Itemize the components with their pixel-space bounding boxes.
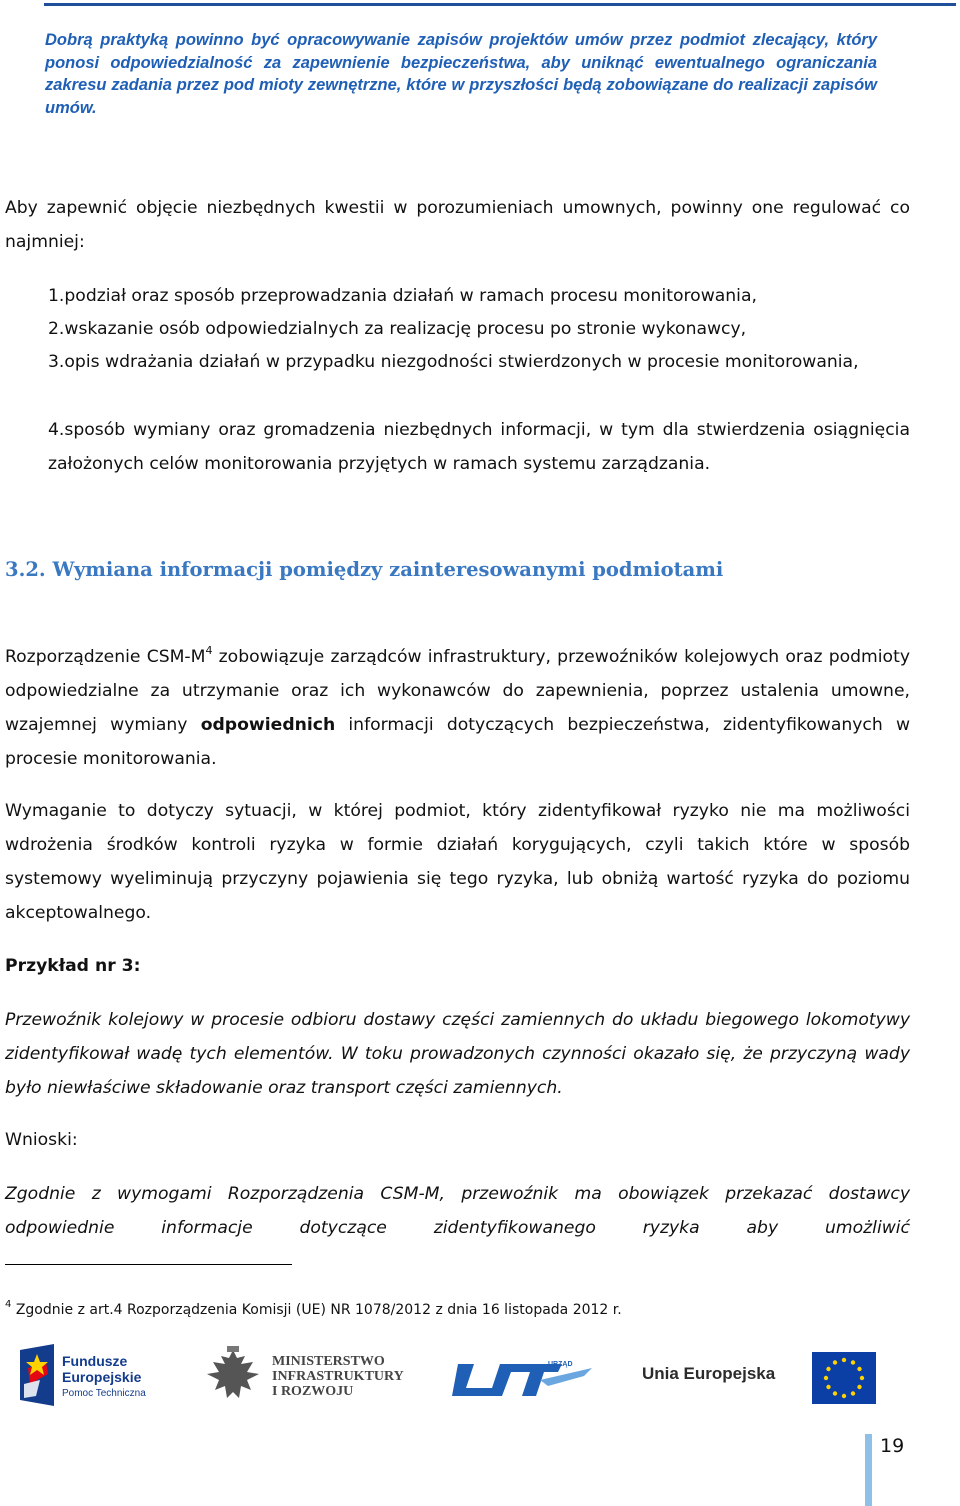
mir-line1: MINISTERSTWO [272, 1354, 385, 1369]
fe-star-icon [20, 1344, 54, 1406]
fe-line2: Europejskie [62, 1369, 142, 1385]
conclusions-text: Zgodnie z wymogami Rozporządzenia CSM-M, przewoźnik ma obowiązek przekazać dostawcy odpowiednie informacje dotyczące zidentyfikowanego ryzyka aby umożliwić [5, 1184, 910, 1238]
top-rule [44, 3, 956, 6]
regulation-text-bold: odpowiednich [200, 715, 336, 735]
section-heading: 3.2. Wymiana informacji pomiędzy zainteresowanymi podmiotami [5, 558, 724, 581]
footnote [5, 1298, 910, 1322]
utk-small-text: URZĄD [548, 1361, 573, 1368]
eu-logo [640, 1352, 880, 1408]
ministry-logo [205, 1346, 420, 1412]
list-item-4: 4.sposób wymiany oraz gromadzenia niezbędnych informacji, w tym dla stwierdzenia osiągnięcia założonych celów monitorowania przyjętych w ramach systemu zarządzania. [48, 420, 910, 474]
regulation-text-b: zobowiązuje zarządców infrastruktury, przewoźników kolejowych oraz podmioty odpowiedzialne za utrzymanie oraz ich wykonawców do zapewnienia, poprzez ustalenia umowne, wzajemnej wymiany [5, 647, 910, 735]
regulation-text-c: informacji dotyczących bezpieczeństwa, zidentyfikowanych w procesie monitorowania. [5, 715, 911, 769]
eu-text: Unia Europejska [642, 1364, 776, 1383]
good-practice-callout: Dobrą praktyką powinno być opracowywanie zapisów projektów umów przez podmiot zlecający, który ponosi odpowiedzialność za zapewnienie bezpieczeństwa, aby uniknąć ewentualnego ograniczania zakresu zadania przez pod mioty zewnętrzne, które w przyszłości będą zobowiązane do realizacji zapisów umów. [45, 31, 877, 117]
mir-line2: INFRASTRUKTURY [272, 1369, 404, 1384]
mir-line3: I ROZWOJU [272, 1384, 354, 1399]
eu-flag-icon [812, 1352, 876, 1404]
footnote-text: Zgodnie z art.4 Rozporządzenia Komisji (UE) NR 1078/2012 z dnia 16 listopada 2012 r. [11, 1302, 622, 1318]
intro-paragraph: Aby zapewnić objęcie niezbędnych kwestii w porozumieniach umownych, powinny one regulować co najmniej: [5, 198, 910, 252]
requirement-paragraph: Wymaganie to dotyczy sytuacji, w której podmiot, który zidentyfikował ryzyko nie ma możliwości wdrożenia środków kontroli ryzyka w formie działań korygujących, czyli takich które w sposób systemowy wyeliminują przyczyny pojawienia się tego ryzyka, lub obniżą wartość ryzyka do poziomu akceptowalnego. [5, 801, 910, 923]
example-label-text: Przykład nr 3: [5, 956, 141, 976]
list-item-3: 3.opis wdrażania działań w przypadku niezgodności stwierdzonych w procesie monitorowania, [48, 352, 859, 372]
funding-logos [0, 1340, 960, 1420]
fe-line1: Fundusze [62, 1353, 128, 1369]
utk-logo [452, 1360, 602, 1400]
regulation-text-a: Rozporządzenie CSM-M [5, 647, 206, 667]
example-label [5, 949, 910, 983]
utk-mark-icon [452, 1360, 598, 1400]
footnote-reference[interactable]: 4 [205, 644, 213, 657]
fe-line3: Pomoc Techniczna [62, 1388, 146, 1399]
list-item-1: 1.podział oraz sposób przeprowadzania działań w ramach procesu monitorowania, [48, 286, 757, 306]
page-number: 19 [880, 1435, 905, 1457]
list-item-2: 2.wskazanie osób odpowiedzialnych za realizację procesu po stronie wykonawcy, [48, 319, 747, 339]
eagle-icon [205, 1346, 261, 1406]
footnote-separator [5, 1264, 292, 1265]
fundusze-europejskie-logo [20, 1344, 160, 1408]
regulation-paragraph [5, 640, 910, 776]
page-number-bar [865, 1434, 872, 1506]
footnote-number: 4 [5, 1299, 12, 1310]
conclusions-label: Wnioski: [5, 1130, 78, 1150]
example-text: Przewoźnik kolejowy w procesie odbioru dostawy części zamiennych do układu biegowego lokomotywy zidentyfikował wadę tych elementów. W toku prowadzonych czynności okazało się, że przyczyną wady było niewłaściwe składowanie oraz transport części zamiennych. [5, 1010, 910, 1098]
